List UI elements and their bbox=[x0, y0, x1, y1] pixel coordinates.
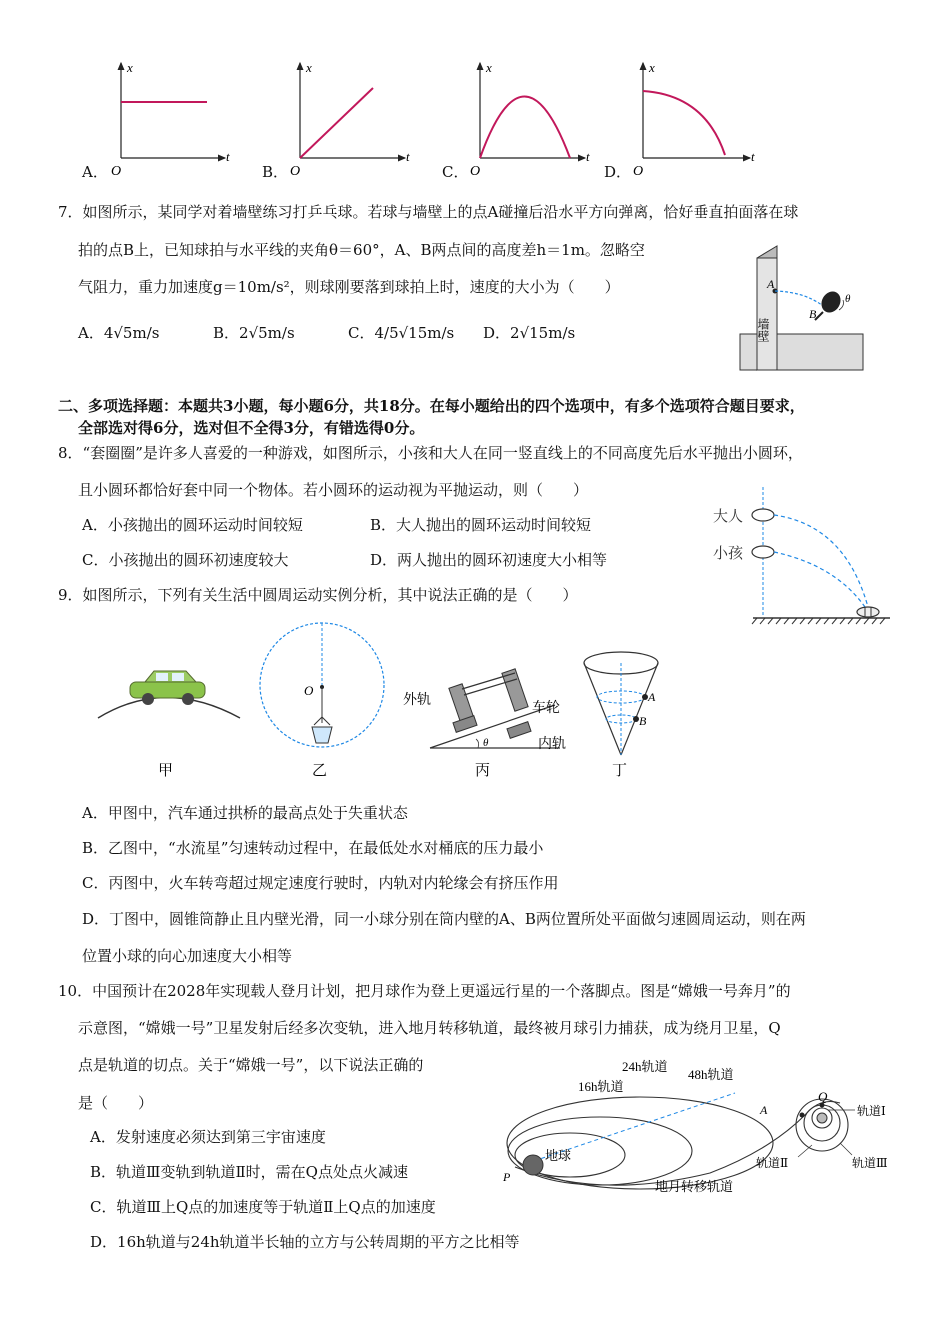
graph-a-xlabel: t bbox=[226, 149, 230, 164]
graph-b-ylabel: x bbox=[306, 60, 312, 75]
graph-b bbox=[300, 63, 405, 158]
q9-theta: θ bbox=[483, 737, 489, 749]
q10-option-d: D．16h轨道与24h轨道半长轴的立方与公转周期的平方之比相等 bbox=[90, 1233, 520, 1251]
q10-option-b: B．轨道Ⅲ变轨到轨道Ⅱ时，需在Q点处点火减速 bbox=[90, 1163, 408, 1181]
q7-option-a: A．4√5m/s bbox=[78, 324, 160, 342]
q8-option-c: C．小孩抛出的圆环初速度较大 bbox=[82, 551, 289, 569]
q9-option-d-cont: 位置小球的向心加速度大小相等 bbox=[82, 947, 293, 965]
q10-orbit-figure bbox=[500, 1055, 910, 1200]
q7-option-b: B．2√5m/s bbox=[213, 324, 295, 342]
q7-theta: θ bbox=[845, 293, 851, 305]
section2-heading-line2: 全部选对得6分，选对但不全得3分，有错选得0分。 bbox=[78, 419, 425, 437]
q7-point-b: B bbox=[809, 307, 817, 321]
q10-earth-label: 地球 bbox=[545, 1148, 572, 1163]
q7-line2: 拍的点B上，已知球拍与水平线的夹角θ＝60°，A、B两点间的高度差h＝1m。忽略空 bbox=[78, 241, 645, 259]
graph-d-ylabel: x bbox=[649, 60, 655, 75]
xt-graphs bbox=[75, 55, 775, 185]
q9-line1: 9．如图所示，下列有关生活中圆周运动实例分析，其中说法正确的是（ ） bbox=[58, 586, 578, 604]
q7-point-a: A bbox=[767, 277, 775, 291]
q8-child-label: 小孩 bbox=[713, 546, 744, 562]
q9-option-d: D．丁图中，圆锥筒静止且内壁光滑，同一小球分别在筒内壁的A、B两位置所处平面做匀速圆周运动，则在两 bbox=[82, 910, 806, 928]
q9-option-b: B．乙图中，“水流星”匀速转动过程中，在最低处水对桶底的压力最小 bbox=[82, 839, 544, 857]
q10-line2: 示意图，“嫦娥一号”卫星发射后经多次变轨，进入地月转移轨道，最终被月球引力捕获，成为绕月卫星，Q bbox=[78, 1019, 781, 1037]
graph-b-xlabel: t bbox=[406, 149, 410, 164]
graph-c bbox=[480, 63, 585, 158]
q7-line1: 7．如图所示，某同学对着墙壁练习打乒乓球。若球与墙壁上的点A碰撞后沿水平方向弹离，恰好垂直拍面落在球 bbox=[58, 203, 799, 221]
q9-label-jia: 甲 bbox=[158, 763, 174, 779]
q7-line3: 气阻力，重力加速度g＝10m/s²，则球刚要落到球拍上时，速度的大小为（ ） bbox=[78, 278, 620, 296]
q8-line1: 8．“套圈圈”是许多人喜爱的一种游戏，如图所示，小孩和大人在同一竖直线上的不同高度先后水平抛出小圆环， bbox=[58, 444, 803, 462]
q9-fig-ding bbox=[584, 652, 658, 755]
q9-option-c: C．丙图中，火车转弯超过规定速度行驶时，内轨对内轮缘会有挤压作用 bbox=[82, 874, 559, 892]
section2-heading-line1: 二、多项选择题：本题共3小题，每小题6分，共18分。在每小题给出的四个选项中，有多个选项符合题目要求， bbox=[58, 397, 805, 415]
graph-d-label: D． bbox=[604, 163, 632, 181]
q9-point-b: B bbox=[639, 714, 647, 728]
q10-option-a: A．发射速度必须达到第三宇宙速度 bbox=[90, 1128, 326, 1146]
graph-d-xlabel: t bbox=[751, 149, 755, 164]
q8-option-a: A．小孩抛出的圆环运动时间较短 bbox=[82, 516, 303, 534]
q8-line2: 且小圆环都恰好套中同一个物体。若小圆环的运动视为平抛运动，则（ ） bbox=[78, 481, 589, 499]
q7-option-d: D．2√15m/s bbox=[483, 324, 576, 342]
graph-c-label: C． bbox=[442, 163, 469, 181]
graph-a-label: A． bbox=[82, 163, 108, 181]
graph-d bbox=[643, 63, 750, 158]
q10-orbit1-label: 轨道Ⅰ bbox=[857, 1104, 886, 1118]
q10-16h-label: 16h轨道 bbox=[578, 1079, 624, 1094]
graph-d-origin: O bbox=[633, 164, 644, 179]
q10-point-a: A bbox=[760, 1103, 768, 1117]
q8-ringtoss-figure bbox=[705, 485, 895, 630]
q10-line4: 是（ ） bbox=[78, 1094, 154, 1112]
graph-c-xlabel: t bbox=[586, 149, 590, 164]
q9-inner-rail-label: 内轨 bbox=[538, 737, 566, 752]
graph-c-ylabel: x bbox=[486, 60, 492, 75]
q7-wall-figure bbox=[735, 240, 870, 375]
graph-c-origin: O bbox=[470, 164, 481, 179]
graph-b-label: B． bbox=[262, 163, 289, 181]
q9-figures bbox=[90, 615, 680, 785]
q9-point-o: O bbox=[304, 683, 314, 698]
q10-option-c: C．轨道Ⅲ上Q点的加速度等于轨道Ⅱ上Q点的加速度 bbox=[90, 1198, 436, 1216]
q8-adult-label: 大人 bbox=[713, 509, 744, 525]
q10-transfer-label: 地月转移轨道 bbox=[655, 1179, 734, 1194]
q9-label-yi: 乙 bbox=[312, 763, 328, 779]
q9-fig-yi bbox=[260, 623, 384, 747]
q9-fig-jia bbox=[98, 671, 240, 718]
graph-a bbox=[121, 63, 225, 158]
q10-point-p: P bbox=[503, 1170, 511, 1184]
graph-b-origin: O bbox=[290, 164, 301, 179]
q9-label-bing: 丙 bbox=[475, 763, 491, 779]
q7-wall-label: 墙壁 bbox=[756, 318, 770, 342]
q9-wheel-label: 车轮 bbox=[532, 701, 560, 716]
q10-orbit3-label: 轨道Ⅲ bbox=[852, 1156, 888, 1170]
q10-line1: 10．中国预计在2028年实现载人登月计划，把月球作为登上更遥远行星的一个落脚点。图是“嫦娥一号奔月”的 bbox=[58, 982, 791, 1000]
q8-option-b: B．大人抛出的圆环运动时间较短 bbox=[370, 516, 592, 534]
graph-a-origin: O bbox=[111, 164, 122, 179]
q10-orbit2-label: 轨道Ⅱ bbox=[756, 1156, 789, 1170]
q9-label-ding: 丁 bbox=[612, 763, 628, 779]
q8-option-d: D．两人抛出的圆环初速度大小相等 bbox=[370, 551, 608, 569]
q10-24h-label: 24h轨道 bbox=[622, 1059, 668, 1074]
graph-a-ylabel: x bbox=[127, 60, 133, 75]
q10-point-q: Q bbox=[818, 1089, 828, 1104]
q10-line3: 点是轨道的切点。关于“嫦娥一号”，以下说法正确的 bbox=[78, 1056, 424, 1074]
q9-option-a: A．甲图中，汽车通过拱桥的最高点处于失重状态 bbox=[82, 804, 408, 822]
q9-outer-rail-label: 外轨 bbox=[403, 693, 431, 708]
q10-48h-label: 48h轨道 bbox=[688, 1067, 734, 1082]
q9-point-a: A bbox=[648, 690, 656, 704]
q7-option-c: C．4/5√15m/s bbox=[348, 324, 455, 342]
